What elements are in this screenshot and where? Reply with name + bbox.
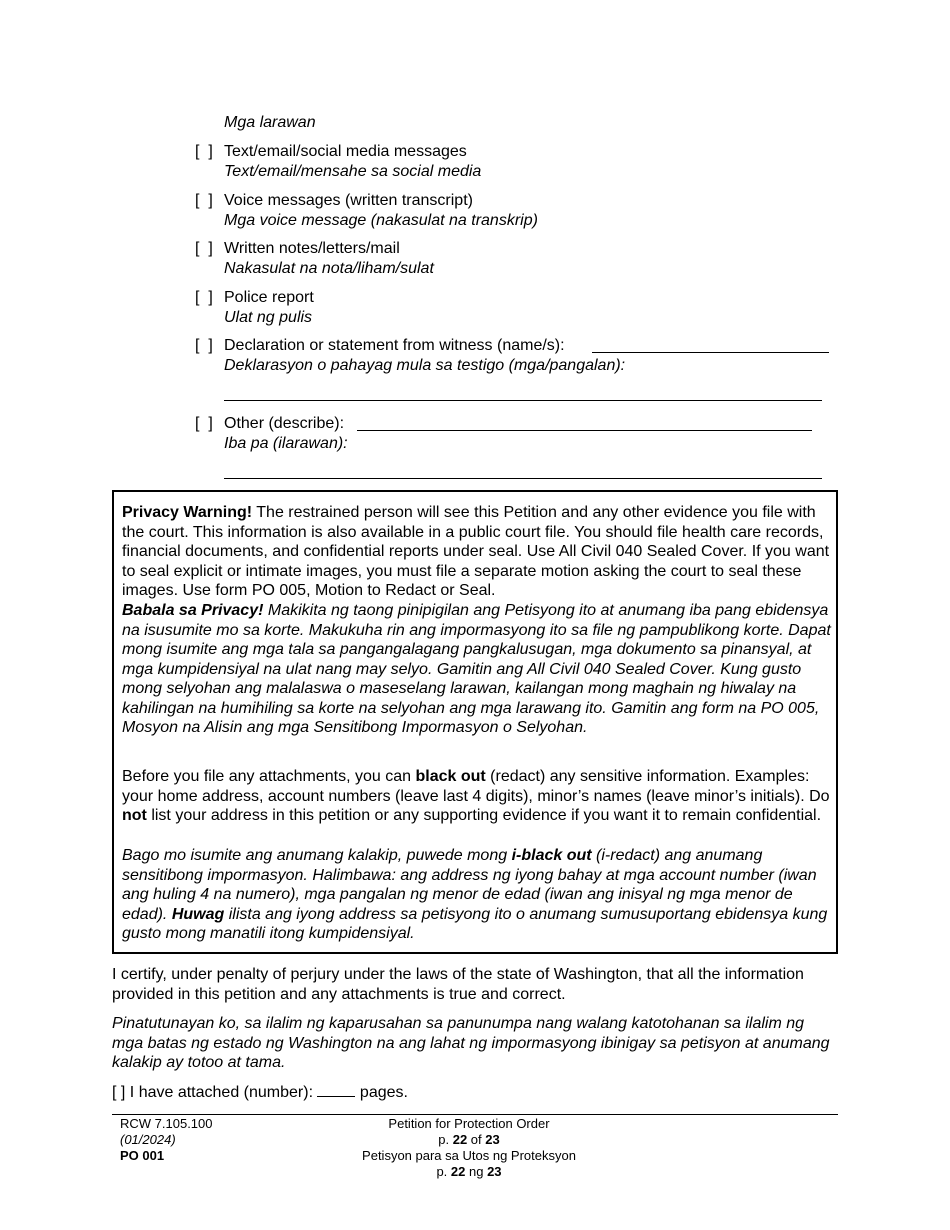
- certification-en: I certify, under penalty of perjury under the laws of the state of Washington, that all the information provided in this petition and any attachments is true and correct.: [112, 966, 804, 1003]
- other-checkbox[interactable]: [ ]: [195, 415, 213, 432]
- other-label: Other (describe):: [224, 415, 345, 432]
- written-label-tl: Nakasulat na nota/liham/sulat: [224, 260, 434, 277]
- declaration-label-tl: Deklarasyon o pahayag mula sa testigo (mga/pangalan):: [224, 357, 626, 374]
- photos-tagalog-label: Mga larawan: [224, 114, 316, 131]
- voice-label: Voice messages (written transcript): [224, 192, 473, 209]
- redact-instructions-en: Before you file any attachments, you can black out (redact) any sensitive information. Examples: your home address, account numbers (leave last 4 digits), minor’s names (leave minor’s initials). Do not list your address in this petition or any supporting evidence if you want it to remain confidential.: [122, 768, 830, 824]
- footer-rcw: RCW 7.105.100: [120, 1116, 213, 1131]
- attachments-label: I have attached (number):: [129, 1084, 314, 1101]
- attachments-count-row: [112, 1082, 408, 1103]
- police-label: Police report: [224, 289, 314, 306]
- written-label: Written notes/letters/mail: [224, 240, 400, 257]
- privacy-warning-heading: Privacy Warning!: [122, 504, 253, 521]
- footer-title-block: [292, 1116, 646, 1180]
- footer-title-en: Petition for Protection Order: [388, 1116, 550, 1131]
- declaration-checkbox[interactable]: [ ]: [195, 337, 213, 354]
- privacy-warning-heading-tl: Babala sa Privacy!: [122, 602, 264, 619]
- footer-date: (01/2024): [120, 1132, 176, 1147]
- privacy-warning-box: [112, 490, 838, 954]
- text-email-checkbox[interactable]: [ ]: [195, 143, 213, 160]
- page-footer: [112, 1114, 838, 1179]
- other-describe-field-2[interactable]: [224, 478, 822, 479]
- voice-checkbox[interactable]: [ ]: [195, 192, 213, 209]
- other-label-tl: Iba pa (ilarawan):: [224, 435, 348, 452]
- attachments-checkbox[interactable]: [ ]: [112, 1084, 126, 1101]
- text-email-label-tl: Text/email/mensahe sa social media: [224, 163, 482, 180]
- police-label-tl: Ulat ng pulis: [224, 309, 313, 326]
- witness-name-field-2[interactable]: [224, 400, 822, 401]
- footer-page-tl: p. 22 ng 23: [436, 1164, 502, 1179]
- text-email-label: Text/email/social media messages: [224, 143, 467, 160]
- footer-page-en: p. 22 of 23: [438, 1132, 500, 1147]
- pages-label: pages.: [359, 1084, 408, 1101]
- certification-tl: Pinatutunayan ko, sa ilalim ng kaparusahan sa panunumpa nang walang katotohanan sa ilalim ng mga batas ng estado ng Washington na ang lahat ng impormasyong ibinigay sa petisyon at anumang kalakip ay totoo at tama.: [112, 1015, 830, 1071]
- redact-instructions-tl: Bago mo isumite ang anumang kalakip, puwede mong i-black out (i-redact) ang anumang sensitibong impormasyon. Halimbawa: ang address ng iyong bahay at mga account number (iwan ang huling 4 na numero), mga pangalan ng menor de edad (iwan ang inisyal ng mga menor de edad). Huwag ilista ang iyong address sa petisyong ito o anumang sumusuportang ebidensya kung gusto mong manatili itong kumpidensiyal.: [122, 847, 828, 942]
- voice-label-tl: Mga voice message (nakasulat na transkrip): [224, 212, 538, 229]
- footer-form-info: [120, 1116, 213, 1164]
- declaration-label: Declaration or statement from witness (name/s):: [224, 337, 565, 354]
- written-checkbox[interactable]: [ ]: [195, 240, 213, 257]
- other-describe-field[interactable]: [357, 430, 812, 431]
- footer-title-tl: Petisyon para sa Utos ng Proteksyon: [362, 1148, 576, 1163]
- footer-form-number: PO 001: [120, 1148, 165, 1163]
- attachments-number-field[interactable]: [317, 1082, 355, 1097]
- privacy-warning-en: Privacy Warning! The restrained person will see this Petition and any other evidence you file with the court. This information is also available in a public court file. You should file health care records, financial documents, and confidential reports under seal. Use All Civil 040 Sealed Cover. If you want to seal explicit or intimate images, you must file a separate motion asking the court to seal these images. Use form PO 005, Motion to Redact or Seal.: [122, 504, 830, 599]
- privacy-warning-tl: Babala sa Privacy! Makikita ng taong pinipigilan ang Petisyong ito at anumang iba pang ebidensya na isusumite mo sa korte. Makukuha rin ang impormasyong ito sa file ng pampublikong korte. Dapat mong isumite ang mga tala sa pangangalagang pangkalusugan, mga dokumento sa pinansyal, at mga kumpidensiyal na ulat nang may selyo. Gamitin ang All Civil 040 Sealed Cover. Kung gusto mong selyohan ang malalaswa o maseselang larawan, kailangan mong maghain ng hiwalay na kahilingan na humihiling sa korte na selyohan ang mga larawang ito. Gamitin ang form na PO 005, Mosyon na Alisin ang mga Sensitibong Impormasyon o Selyohan.: [122, 602, 831, 736]
- police-checkbox[interactable]: [ ]: [195, 289, 213, 306]
- witness-name-field[interactable]: [592, 352, 829, 353]
